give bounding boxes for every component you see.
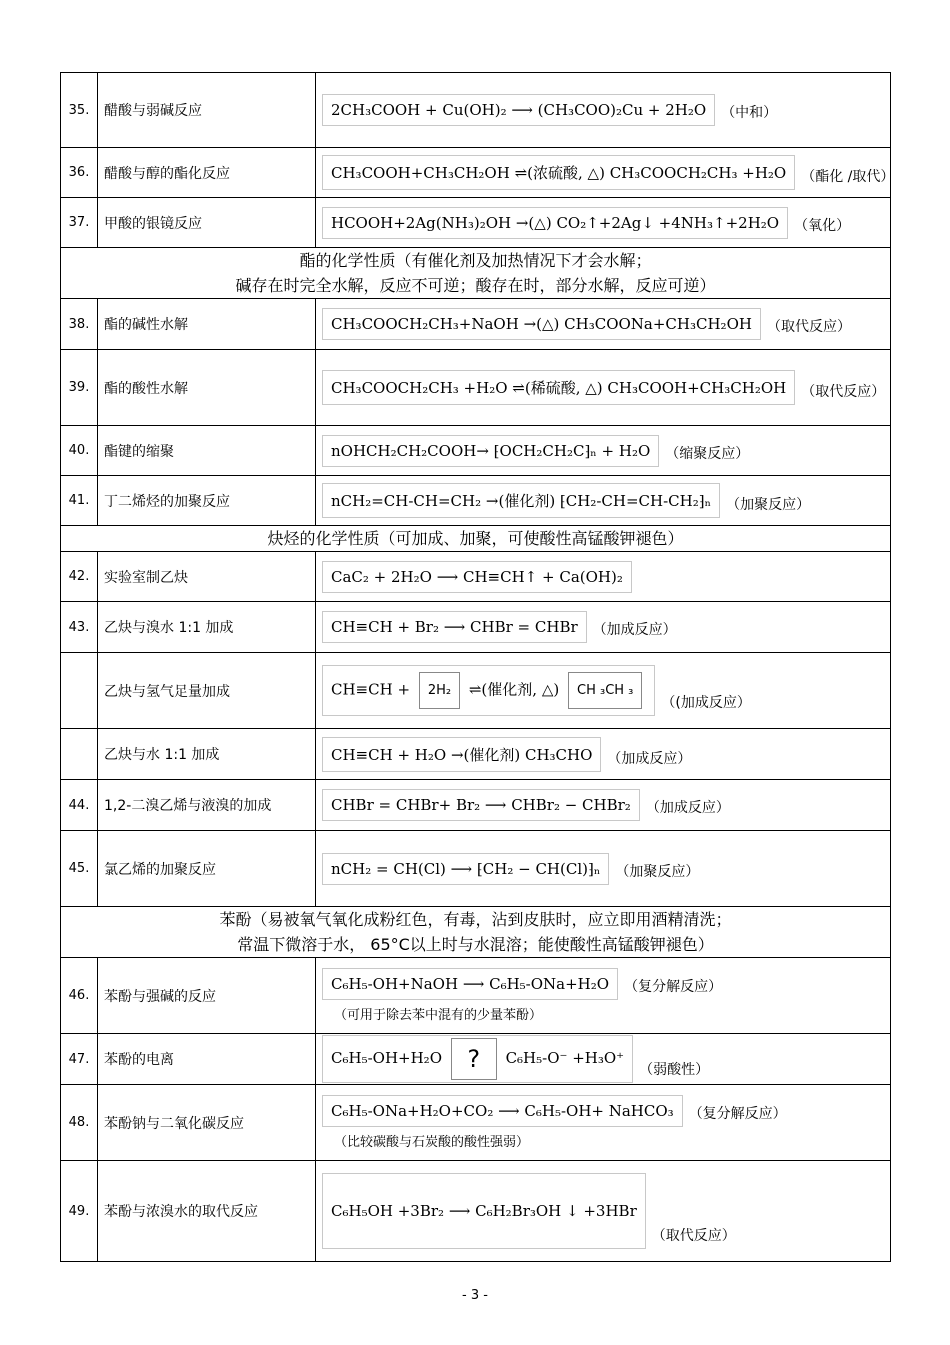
equation: CH≡CH + Br₂ ⟶ CHBr = CHBr	[322, 611, 587, 643]
reaction-name: 醋酸与弱碱反应	[98, 73, 316, 148]
section-header-ester	[61, 248, 891, 299]
equation-cell	[316, 602, 891, 653]
equation-cell	[316, 780, 891, 831]
equation: CH₃COOH+CH₃CH₂OH ⇌(浓硫酸, △) CH₃COOCH₂CH₃ +H₂O	[322, 155, 795, 190]
reaction-name: 甲酸的银镜反应	[98, 198, 316, 248]
reaction-name: 乙炔与水 1:1 加成	[98, 729, 316, 780]
reaction-name: 酯的碱性水解	[98, 299, 316, 350]
equation-part: CH≡CH +	[331, 680, 411, 699]
reaction-type: （缩聚反应）	[665, 445, 750, 462]
table-row	[61, 198, 891, 248]
section-header-row	[61, 526, 891, 552]
row-number: 41.	[61, 476, 98, 526]
table-row	[61, 552, 891, 602]
equation-cell	[316, 476, 891, 526]
reaction-name: 酯的酸性水解	[98, 350, 316, 426]
equation: C₆H₅OH +3Br₂ ⟶ C₆H₂Br₃OH ↓ +3HBr	[322, 1173, 646, 1249]
table-row	[61, 653, 891, 729]
reaction-type: （(加成反应）	[661, 695, 751, 711]
section-header-row	[61, 907, 891, 958]
equation-cell	[316, 1034, 891, 1085]
row-number: 49.	[61, 1161, 98, 1262]
reaction-name: 丁二烯烃的加聚反应	[98, 476, 316, 526]
reaction-type: （取代反应）	[801, 384, 886, 400]
equation-cell	[316, 1161, 891, 1262]
table-row	[61, 426, 891, 476]
table-row	[61, 476, 891, 526]
reaction-type: （复分解反应）	[688, 1106, 787, 1122]
equation: C₆H₅-ONa+H₂O+CO₂ ⟶ C₆H₅-OH+ NaHCO₃	[322, 1095, 683, 1127]
equation: CH₃COOCH₂CH₃ +H₂O ⇌(稀硫酸, △) CH₃COOH+CH₃CH₂OH	[322, 370, 795, 405]
equation-cell	[316, 198, 891, 248]
row-number: 40.	[61, 426, 98, 476]
row-number: 46.	[61, 958, 98, 1034]
row-number: 45.	[61, 831, 98, 907]
reaction-name: 醋酸与醇的酯化反应	[98, 148, 316, 198]
table-row	[61, 958, 891, 1034]
reaction-name: 1,2-二溴乙烯与液溴的加成	[98, 780, 316, 831]
reaction-name: 苯酚的电离	[98, 1034, 316, 1085]
equation: C₆H₅-OH+NaOH ⟶ C₆H₅-ONa+H₂O	[322, 968, 618, 1000]
reaction-name: 乙炔与氢气足量加成	[98, 653, 316, 729]
reaction-name: 酯键的缩聚	[98, 426, 316, 476]
reaction-type: （加成反应）	[645, 800, 730, 816]
equation	[322, 665, 655, 716]
row-number: 44.	[61, 780, 98, 831]
reaction-name: 苯酚钠与二氧化碳反应	[98, 1085, 316, 1161]
equation: CH₃COOCH₂CH₃+NaOH →(△) CH₃COONa+CH₃CH₂OH	[322, 308, 761, 340]
reaction-type: （弱酸性）	[639, 1062, 710, 1078]
equation: CaC₂ + 2H₂O ⟶ CH≡CH↑ + Ca(OH)₂	[322, 561, 632, 593]
table-row	[61, 1034, 891, 1085]
reaction-name: 乙炔与溴水 1:1 加成	[98, 602, 316, 653]
equation: nCH₂=CH-CH=CH₂ →(催化剂) ⁅CH₂-CH=CH-CH₂⁆ₙ	[322, 483, 720, 518]
section-line: 苯酚（易被氧气氧化成粉红色，有毒，沾到皮肤时，应立即用酒精清洗；	[219, 910, 732, 929]
row-number: 35.	[61, 73, 98, 148]
table-row	[61, 831, 891, 907]
equation: nOHCH₂CH₂COOH→ ⁅OCH₂CH₂C⁆ₙ + H₂O	[322, 435, 659, 467]
row-number: 42.	[61, 552, 98, 602]
reaction-type: （取代反应）	[651, 1228, 736, 1244]
equation-cell	[316, 148, 895, 198]
equation-note: （比较碳酸与石炭酸的酸性强弱）	[334, 1135, 530, 1150]
table-row	[61, 148, 891, 198]
text-box: CH ₃CH ₃	[568, 672, 642, 709]
row-number: 43.	[61, 602, 98, 653]
reaction-type: （氧化）	[794, 217, 851, 234]
equation: nCH₂ = CH(Cl) ⟶ ⁅CH₂ − CH(Cl)⁆ₙ	[322, 853, 609, 885]
table-row	[61, 729, 891, 780]
reaction-type: （加成反应）	[607, 750, 692, 767]
equation-cell	[316, 653, 891, 729]
table-row	[61, 1085, 891, 1161]
equation-cell	[316, 831, 891, 907]
reaction-table	[60, 72, 895, 1262]
equation-cell	[316, 552, 891, 602]
equation-cell	[316, 73, 891, 148]
section-line: 碱存在时完全水解，反应不可逆；酸存在时，部分水解，反应可逆）	[235, 276, 716, 295]
equation-note: （可用于除去苯中混有的少量苯酚）	[334, 1008, 543, 1023]
row-number: 47.	[61, 1034, 98, 1085]
section-header-alkyne: 炔烃的化学性质（可加成、加聚，可使酸性高锰酸钾褪色）	[61, 526, 891, 552]
row-number: 38.	[61, 299, 98, 350]
table-row	[61, 73, 891, 148]
reaction-name: 苯酚与浓溴水的取代反应	[98, 1161, 316, 1262]
text-box: 2H₂	[419, 672, 460, 709]
reaction-type: （加聚反应）	[726, 497, 811, 513]
row-number	[61, 653, 98, 729]
table-row	[61, 602, 891, 653]
equation: CHBr = CHBr+ Br₂ ⟶ CHBr₂ − CHBr₂	[322, 789, 640, 821]
equation-cell	[316, 299, 891, 350]
equation-cell	[316, 958, 891, 1034]
equation-part: ⇌(催化剂, △)	[468, 680, 560, 699]
section-header-row	[61, 248, 891, 299]
reaction-type: （取代反应）	[766, 319, 851, 335]
reaction-name: 实验室制乙炔	[98, 552, 316, 602]
equation: HCOOH+2Ag(NH₃)₂OH →(△) CO₂↑+2Ag↓ +4NH₃↑+2H₂O	[322, 207, 788, 239]
reaction-type: （加聚反应）	[615, 863, 700, 880]
section-header-phenol	[61, 907, 891, 958]
page-number: - 3 -	[462, 1288, 488, 1303]
reaction-type: （酯化 /取代）	[801, 169, 895, 185]
table-row	[61, 350, 891, 426]
row-number	[61, 729, 98, 780]
reaction-type: （中和）	[721, 105, 778, 121]
section-line: 酯的化学性质（有催化剂及加热情况下才会水解；	[299, 251, 652, 270]
equation-cell	[316, 426, 891, 476]
section-line: 常温下微溶于水， 65°C以上时与水混溶；能使酸性高锰酸钾褪色）	[237, 935, 714, 954]
row-number: 39.	[61, 350, 98, 426]
equation-part: C₆H₅-O⁻ +H₃O⁺	[505, 1049, 625, 1067]
row-number: 48.	[61, 1085, 98, 1161]
equation-cell	[316, 729, 891, 780]
reaction-type: （复分解反应）	[624, 979, 723, 995]
equation-part: C₆H₅-OH+H₂O	[331, 1049, 442, 1067]
equation	[322, 1035, 633, 1083]
table-row	[61, 299, 891, 350]
reaction-type: （加成反应）	[592, 622, 677, 638]
table-row	[61, 1161, 891, 1262]
equation-cell	[316, 350, 891, 426]
question-mark-box: ?	[451, 1038, 497, 1080]
equation-cell	[316, 1085, 891, 1161]
row-number: 36.	[61, 148, 98, 198]
row-number: 37.	[61, 198, 98, 248]
equation: CH≡CH + H₂O →(催化剂) CH₃CHO	[322, 737, 601, 772]
table-row	[61, 780, 891, 831]
equation: 2CH₃COOH + Cu(OH)₂ ⟶ (CH₃COO)₂Cu + 2H₂O	[322, 94, 715, 126]
reaction-name: 氯乙烯的加聚反应	[98, 831, 316, 907]
reaction-name: 苯酚与强碱的反应	[98, 958, 316, 1034]
